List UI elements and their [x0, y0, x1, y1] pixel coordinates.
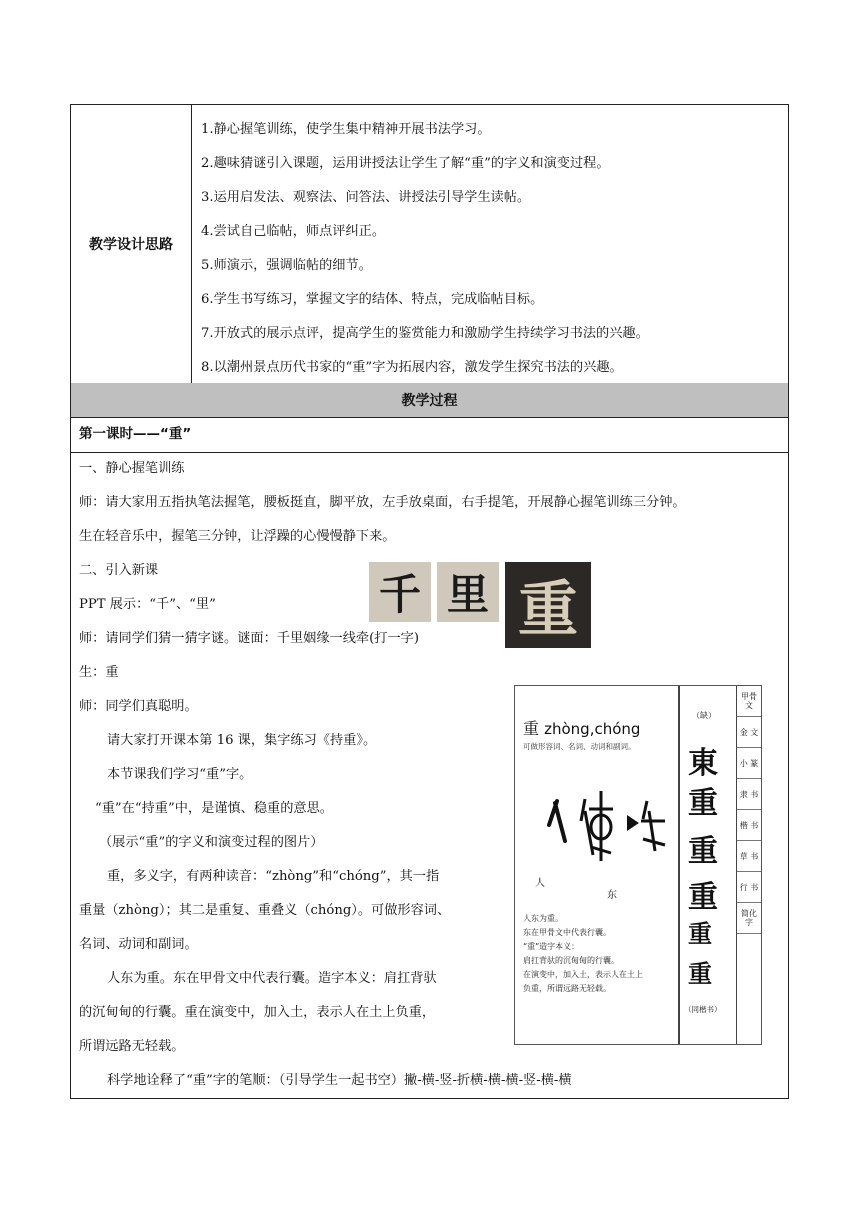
card-note-line: “重”造字本义： [523, 942, 580, 951]
design-item: 4.尝试自己临帖，师点评纠正。 [201, 224, 386, 239]
body-line: 请大家打开课本第 16 课，集字练习《持重》。 [107, 733, 377, 748]
card-note-line: 在演变中，加入土，表示人在土上 [523, 970, 643, 979]
script-glyph: 重 [688, 880, 718, 915]
lesson-title: 第一课时——“重” [79, 426, 192, 442]
script-label: 甲骨文 [737, 686, 761, 717]
process-banner: 教学过程 [71, 383, 788, 417]
body-line: 生在轻音乐中，握笔三分钟，让浮躁的心慢慢静下来。 [79, 529, 396, 544]
design-label: 教学设计思路 [89, 237, 173, 253]
label-dong: 东 [607, 890, 617, 901]
card-head-char: 重 [523, 719, 540, 738]
card-subtitle: 可做形容词、名词、动词和副词。 [523, 742, 636, 751]
card-note [523, 912, 643, 996]
design-item: 3.运用启发法、观察法、问答法、讲授法引导学生读帖。 [201, 190, 531, 205]
script-label: 金 文 [737, 717, 761, 748]
body-line: 科学地诠释了“重”字的笔顺：（引导学生一起书空）撇-横-竖-折横-横-横-竖-横-横 [107, 1073, 572, 1088]
card-script-column [678, 686, 737, 1044]
design-item: 6.学生书写练习，掌握文字的结体、特点，完成临帖目标。 [201, 292, 544, 307]
card-note-line: 肩扛背驮的沉甸甸的行囊。 [523, 956, 619, 965]
design-list [201, 113, 781, 385]
body-line: 的沉甸甸的行囊。重在演变中，加入土，表示人在土上负重， [79, 1005, 436, 1020]
card-note-line: 人东为重。 [523, 914, 563, 923]
card-main [515, 686, 680, 1044]
label-ren: 人 [535, 878, 545, 889]
body-line: 本节课我们学习“重”字。 [107, 767, 253, 782]
column-divider [191, 105, 192, 383]
evolution-illustration [535, 781, 675, 891]
row-divider [71, 452, 788, 453]
card-note-line: 东在甲骨文中代表行囊。 [523, 928, 611, 937]
section-heading: 二、引入新课 [79, 563, 159, 578]
design-item: 8.以潮州景点历代书家的“重”字为拓展内容，激发学生探究书法的兴趣。 [201, 360, 623, 375]
card-head-pinyin: zhòng,chóng [544, 720, 641, 738]
body-line: 重，多义字，有两种读音：“zhòng”和“chóng”，其一指 [107, 869, 440, 884]
script-label: 草 书 [737, 841, 761, 872]
lesson-plan-table [70, 104, 789, 1099]
body-line: 人东为重。东在甲骨文中代表行囊。造字本义：肩扛背驮 [107, 971, 437, 986]
thumb-zhong: 重 [505, 562, 591, 648]
script-label: 楷 书 [737, 810, 761, 841]
script-label: 行 书 [737, 872, 761, 903]
body-line: PPT 展示：“千”、“里” [79, 597, 216, 612]
script-glyph: 重 [688, 786, 718, 821]
body-line: 师：同学们真聪明。 [79, 699, 198, 714]
body-line: “重”在“持重”中，是谨慎、稳重的意思。 [95, 801, 333, 816]
body-line: 师：请同学们猜一猜字谜。谜面：千里姻缘一线牵(打一字) [79, 631, 419, 646]
body-line: 名词、动词和副词。 [79, 937, 198, 952]
script-glyph: 重 [688, 959, 712, 988]
design-item: 1.静心握笔训练，使学生集中精神开展书法学习。 [201, 122, 491, 137]
design-item: 7.开放式的展示点评，提高学生的鉴赏能力和激励学生持续学习书法的兴趣。 [201, 326, 649, 341]
card-tongkai: （同楷书） [684, 1005, 722, 1014]
body-line: 所谓远路无轻载。 [79, 1039, 185, 1054]
script-label: 隶 书 [737, 779, 761, 810]
script-label: 简化字 [737, 903, 761, 934]
thumb-li: 里 [437, 562, 499, 622]
script-glyph: 東 [688, 746, 718, 781]
card-heading [523, 716, 640, 739]
design-item: 2.趣味猜谜引入课题，运用讲授法让学生了解“重”的字义和演变过程。 [201, 156, 610, 171]
card-note-line: 负重，所谓远路无轻载。 [523, 984, 611, 993]
body-line: 生：重 [79, 665, 119, 680]
body-line: 重量（zhòng）；其二是重复、重叠义（chóng）。可做形容词、 [79, 903, 451, 918]
evolution-card [514, 685, 762, 1045]
thumb-qian: 千 [369, 562, 431, 622]
script-glyph: 重 [688, 834, 718, 869]
card-script-labels [737, 686, 761, 1044]
card-missing: （缺） [692, 711, 716, 720]
script-label: 小 篆 [737, 748, 761, 779]
calligraphy-thumbnails [369, 562, 591, 648]
body-line: 师：请大家用五指执笔法握笔，腰板挺直，脚平放，左手放桌面，右手提笔，开展静心握笔训练三分钟。 [79, 495, 686, 510]
section-heading: 一、静心握笔训练 [79, 461, 185, 476]
body-line: （展示“重”的字义和演变过程的图片） [99, 835, 324, 850]
script-glyph: 重 [688, 919, 712, 948]
design-item: 5.师演示，强调临帖的细节。 [201, 258, 372, 273]
